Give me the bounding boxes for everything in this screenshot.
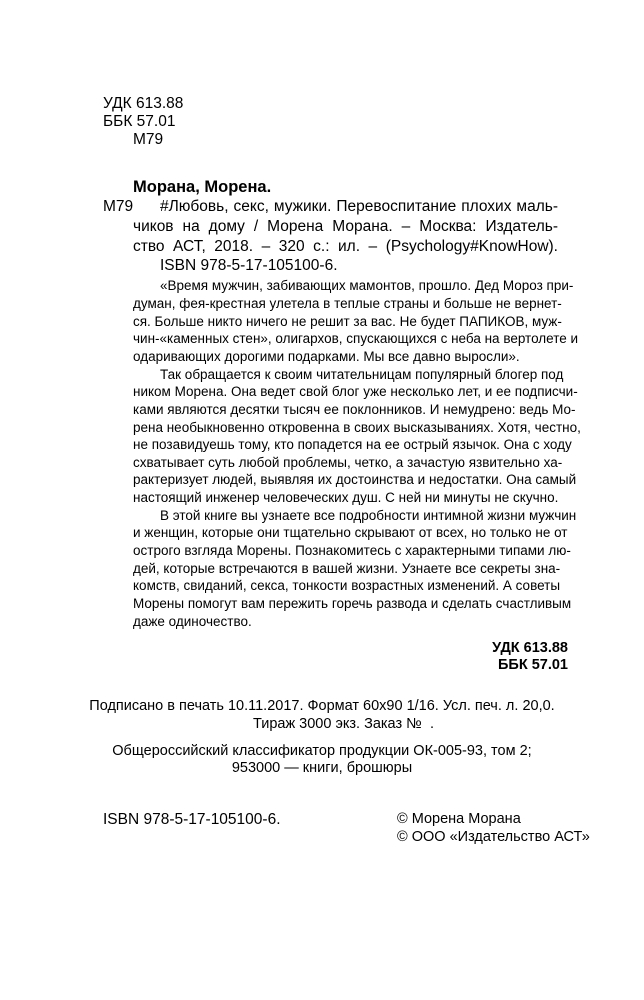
imprint-line: Подписано в печать 10.11.2017. Формат 60х90 1/16. Усл. печ. л. 20,0. — [89, 698, 555, 714]
annotation-line: и женщин, которые они тщательно скрывают от всех, но только не от — [133, 525, 568, 540]
annotation-line: ся. Больше никто ничего не решит за вас. Не будет ПАПИКОВ, муж- — [133, 314, 562, 329]
udk-code: УДК 613.88 — [103, 95, 184, 112]
udk-right: УДК 613.88 — [492, 640, 568, 656]
classifier-line: 953000 — книги, брошюры — [231, 760, 413, 776]
annotation-line: ником Морена. Она ведет свой блог уже несколько лет, и ее подписчи- — [133, 384, 578, 399]
annotation-line: Морены помогут вам пережить горечь развода и сделать счастливым — [133, 596, 572, 611]
title-line: #Любовь, секс, мужики. Перевоспитание плохих маль- — [160, 198, 558, 215]
title-line: ство АСТ, 2018. – 320 с.: ил. – (Psychology#KnowHow). — [133, 238, 558, 255]
annotation-line: настоящий инженер человеческих душ. С ней ни минуты не скучно. — [133, 490, 559, 505]
copyright-author: © Морена Морана — [397, 811, 521, 827]
annotation-line: рена необыкновенно откровенна в своих высказываниях. Хотя, честно, — [133, 420, 581, 435]
record-author-mark: М79 — [103, 198, 134, 215]
bbk-right: ББК 57.01 — [497, 657, 568, 673]
annotation-line: чин-«каменных стен», олигархов, спускающихся с неба на вертолете и — [133, 331, 579, 346]
annotation-line: не позавидуешь тому, кто попадется на ее острый язычок. Она с ходу — [133, 437, 572, 452]
classifier-line: Общероссийский классификатор продукции ОК-005-93, том 2; — [112, 743, 532, 759]
annotation-line: схватывает суть любой проблемы, четко, а зачастую язвительно ха- — [133, 455, 563, 470]
footer-isbn: ISBN 978-5-17-105100-6. — [103, 811, 281, 828]
record-isbn: ISBN 978-5-17-105100-6. — [160, 257, 338, 274]
copyright-publisher: © ООО «Издательство АСТ» — [397, 829, 590, 845]
annotation-line: «Время мужчин, забивающих мамонтов, прошло. Дед Мороз при- — [160, 278, 574, 293]
imprint-line-end: . — [430, 716, 435, 732]
annotation-line: дей, которые встречаются в вашей жизни. Узнаете все секреты зна- — [133, 561, 561, 576]
bbk-code: ББК 57.01 — [103, 113, 176, 130]
title-line: чиков на дому / Морена Морана. – Москва: Издатель- — [133, 218, 558, 235]
annotation-line: острого взгляда Морены. Познакомитесь с характерными типами лю- — [133, 543, 571, 558]
annotation-line: Так обращается к своим читательницам популярный блогер под — [160, 367, 564, 382]
annotation-line: даже одиночество. — [133, 614, 252, 629]
annotation-line: рактеризует людей, выявляя их достоинства и недостатки. Она самый — [133, 472, 577, 487]
annotation-line: ками являются десятки тысяч ее поклонников. И немудрено: ведь Мо- — [133, 402, 576, 417]
author-heading: Морана, Морена. — [133, 178, 272, 196]
annotation-line: комств, свиданий, секса, тонкости возрастных изменений. А советы — [133, 578, 561, 593]
annotation-line: В этой книге вы узнаете все подробности интимной жизни мужчин — [160, 508, 577, 523]
imprint-line: Тираж 3000 экз. Заказ № — [253, 716, 422, 732]
annotation-line: думан, фея-крестная улетела в теплые страны и больше не вернет- — [133, 296, 562, 311]
annotation-line: одаривающих дорогими подарками. Мы все давно выросли». — [133, 349, 520, 364]
author-mark: М79 — [133, 131, 164, 148]
